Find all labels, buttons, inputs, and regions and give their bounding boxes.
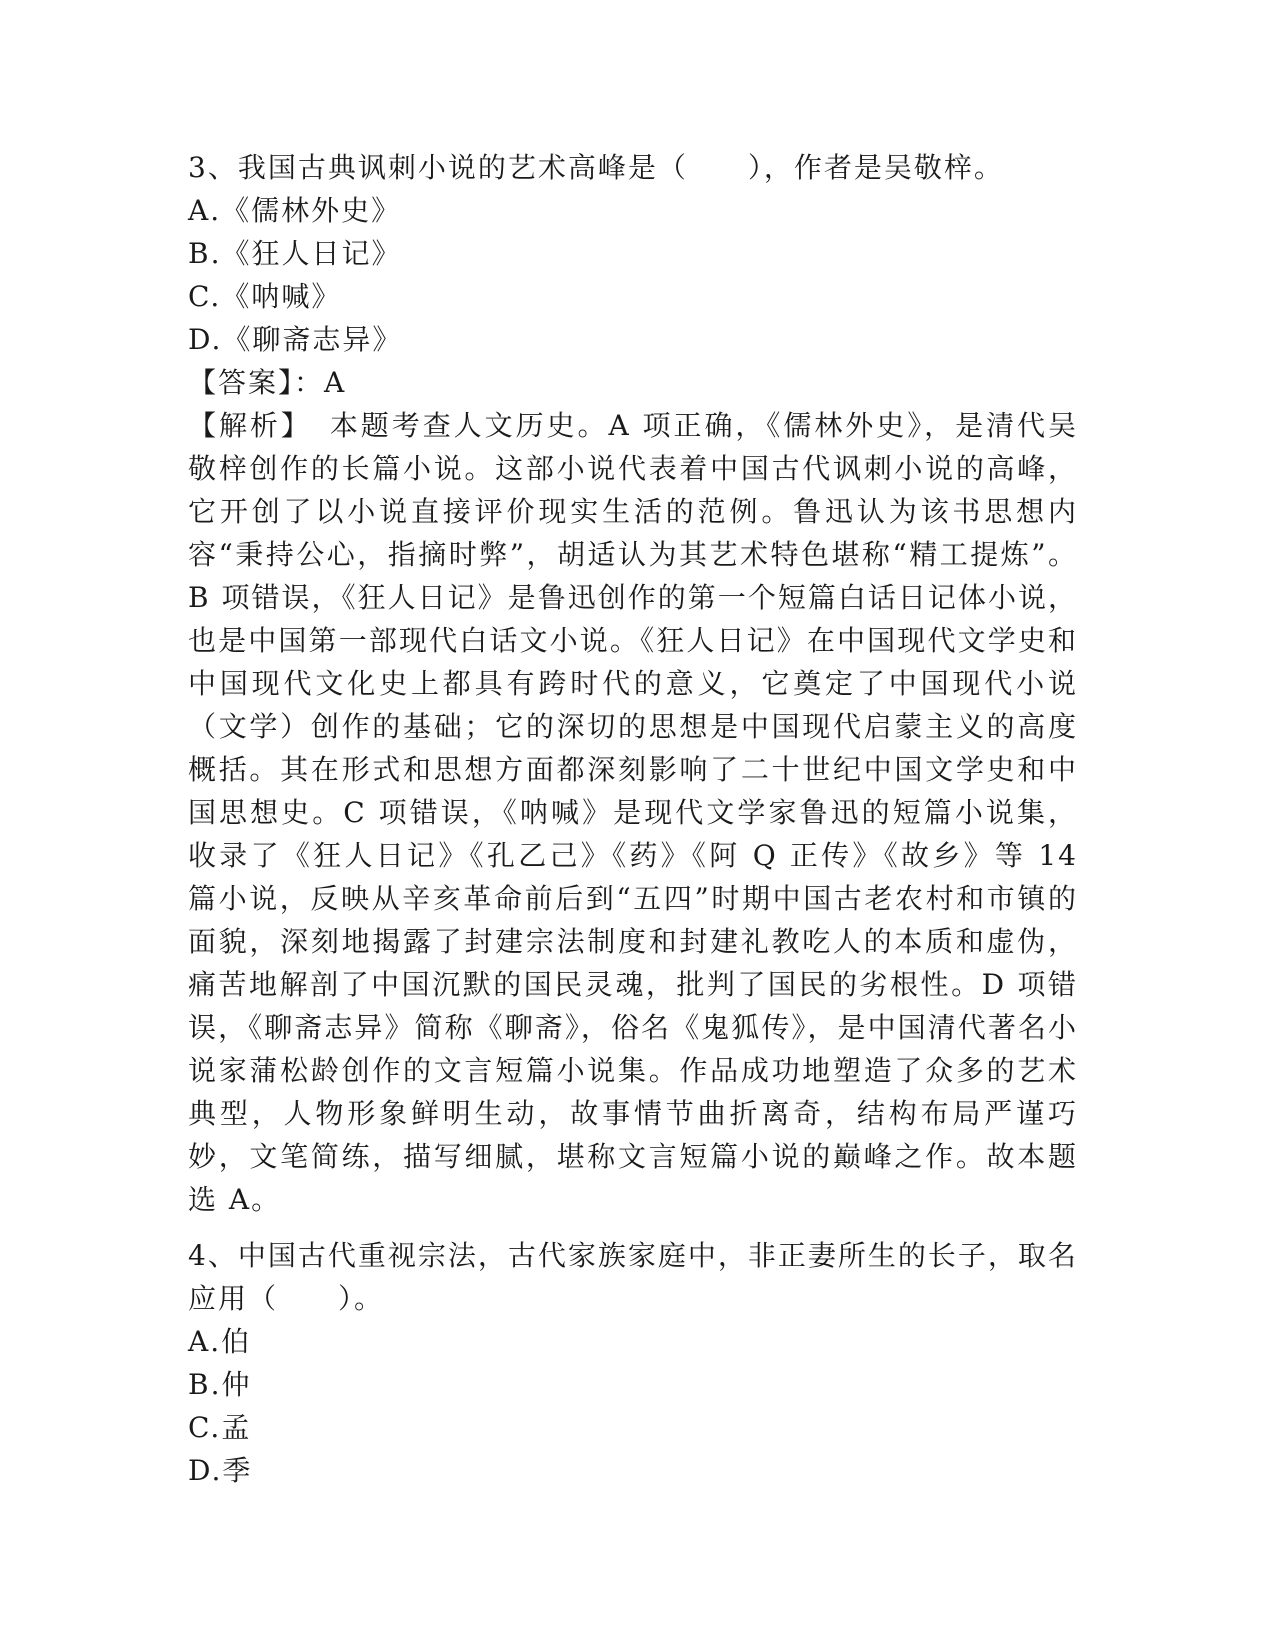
question-stem: 4、中国古代重视宗法，古代家族家庭中，非正妻所生的长子，取名应用（ ）。 xyxy=(188,1239,1078,1315)
analysis-paragraph xyxy=(188,404,1078,1221)
option-d: D.季 xyxy=(188,1454,253,1487)
question-4 xyxy=(188,1234,1078,1492)
option-a: A.《儒林外史》 xyxy=(188,194,402,227)
option-a: A.伯 xyxy=(188,1325,252,1358)
option-d: D.《聊斋志异》 xyxy=(188,323,403,356)
answer-value: A xyxy=(324,366,347,399)
analysis-label: 【解析】 xyxy=(188,409,312,442)
option-c: C.孟 xyxy=(188,1411,252,1444)
option-b: B.仲 xyxy=(188,1368,252,1401)
question-3 xyxy=(188,146,1078,1221)
answer-label: 【答案】： xyxy=(188,366,325,399)
option-c: C.《呐喊》 xyxy=(188,280,342,313)
page-content xyxy=(188,146,1078,1492)
question-stem: 3、我国古典讽刺小说的艺术高峰是（ ），作者是吴敬梓。 xyxy=(188,151,1004,184)
answer-line xyxy=(188,361,1078,404)
analysis-text: 本题考查人文历史。A 项正确，《儒林外史》，是清代吴敬梓创作的长篇小说。这部小说代表着中国古代讽刺小说的高峰，它开创了以小说直接评价现实生活的范例。鲁迅认为该书思想内容“秉持公心，指摘时弊”，胡适认为其艺术特色堪称“精工提炼”。B 项错误，《狂人日记》是鲁迅创作的第一个短篇白话日记体小说，也是中国第一部现代白话文小说。《狂人日记》在中国现代文学史和中国现代文化史上都具有跨时代的意义，它奠定了中国现代小说（文学）创作的基础；它的深切的思想是中国现代启蒙主义的高度概括。其在形式和思想方面都深刻影响了二十世纪中国文学史和中国思想史。C 项错误，《呐喊》是现代文学家鲁迅的短篇小说集，收录了《狂人日记》《孔乙己》《药》《阿 Q 正传》《故乡》等 14 篇小说，反映从辛亥革命前后到“五四”时期中国古老农村和市镇的面貌，深刻地揭露了封建宗法制度和封建礼教吃人的本质和虚伪，痛苦地解剖了中国沉默的国民灵魂，批判了国民的劣根性。D 项错误，《聊斋志异》简称《聊斋》，俗名《鬼狐传》，是中国清代著名小说家蒲松龄创作的文言短篇小说集。作品成功地塑造了众多的艺术典型，人物形象鲜明生动，故事情节曲折离奇，结构布局严谨巧妙，文笔简练，描写细腻，堪称文言短篇小说的巅峰之作。故本题选 A。 xyxy=(188,409,1078,1216)
option-b: B.《狂人日记》 xyxy=(188,237,402,270)
